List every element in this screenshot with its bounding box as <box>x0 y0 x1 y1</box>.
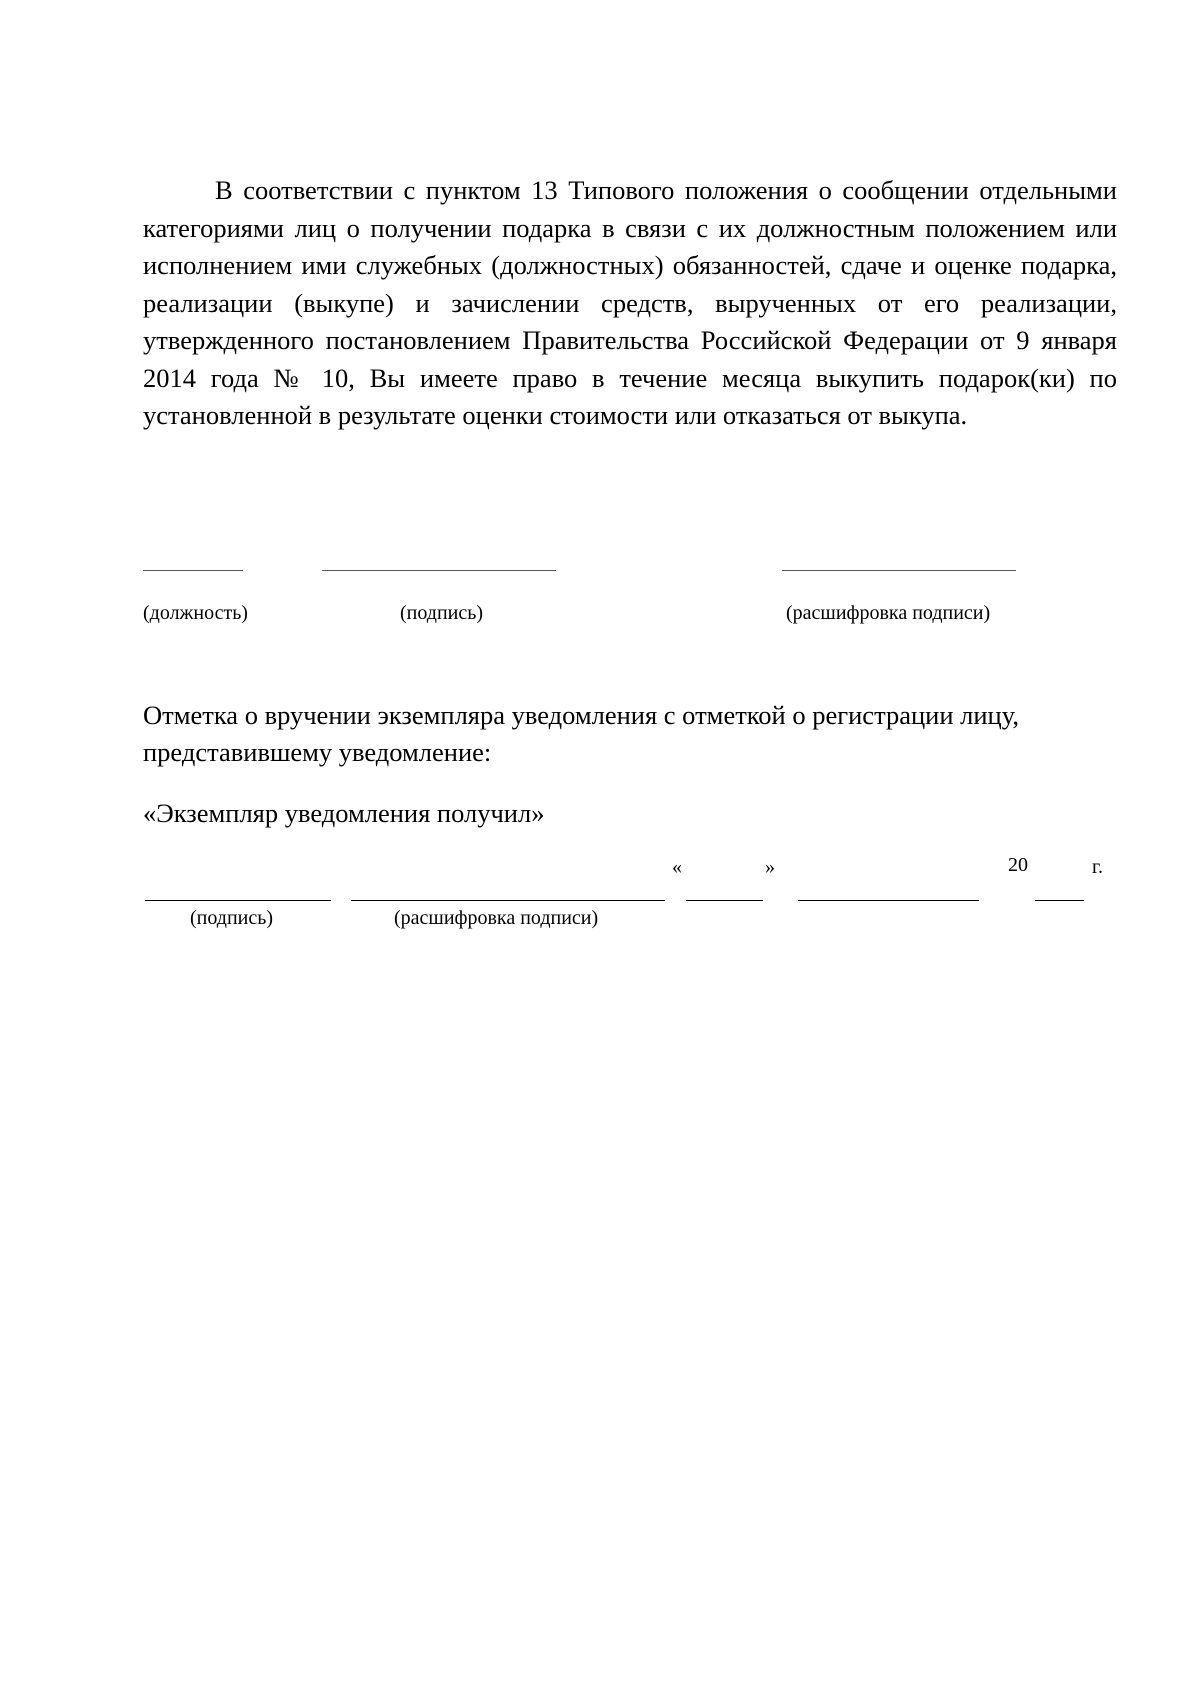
date-open-quote: « <box>672 856 682 878</box>
receipt-note: Отметка о вручении экземпляра уведомления с отметкой о регистрации лицу, представившему уведомление: <box>143 700 1019 767</box>
receipt-signature-line[interactable] <box>145 900 331 901</box>
signature-line[interactable] <box>322 570 556 571</box>
signature-decoding-label: (расшифровка подписи) <box>786 602 991 624</box>
receipt-signature-label: (подпись) <box>190 907 274 929</box>
position-line[interactable] <box>143 570 243 571</box>
receipt-decoding-label: (расшифровка подписи) <box>394 907 599 929</box>
date-close-quote: » <box>765 856 775 878</box>
receipt-year-line[interactable] <box>1035 900 1084 901</box>
receipt-day-line[interactable] <box>686 900 763 901</box>
position-label: (должность) <box>143 602 248 624</box>
body-paragraph: В соответствии с пунктом 13 Типового положения о сообщении отдельными категориями лиц о получении подарка в связи с их должностным положением или исполнением ими служебных (должностных) обязанностей, сдаче и оценке подарка, реализации (выкупе) и зачислении средств, вырученных от его реализации, утвержденного постановлением Правительства Российской Федерации от 9 января 2014 года № 10, Вы имеете право в течение месяца выкупить подарок(ки) по установленной в результате оценки стоимости или отказаться от выкупа. <box>143 175 1117 430</box>
receipt-month-line[interactable] <box>798 900 979 901</box>
signature-label: (подпись) <box>400 602 484 624</box>
year-prefix: 20 <box>1008 854 1028 876</box>
receipt-quote: «Экземпляр уведомления получил» <box>143 798 545 828</box>
receipt-decoding-line[interactable] <box>351 900 665 901</box>
year-suffix: г. <box>1092 856 1103 878</box>
signature-decoding-line[interactable] <box>782 570 1016 571</box>
